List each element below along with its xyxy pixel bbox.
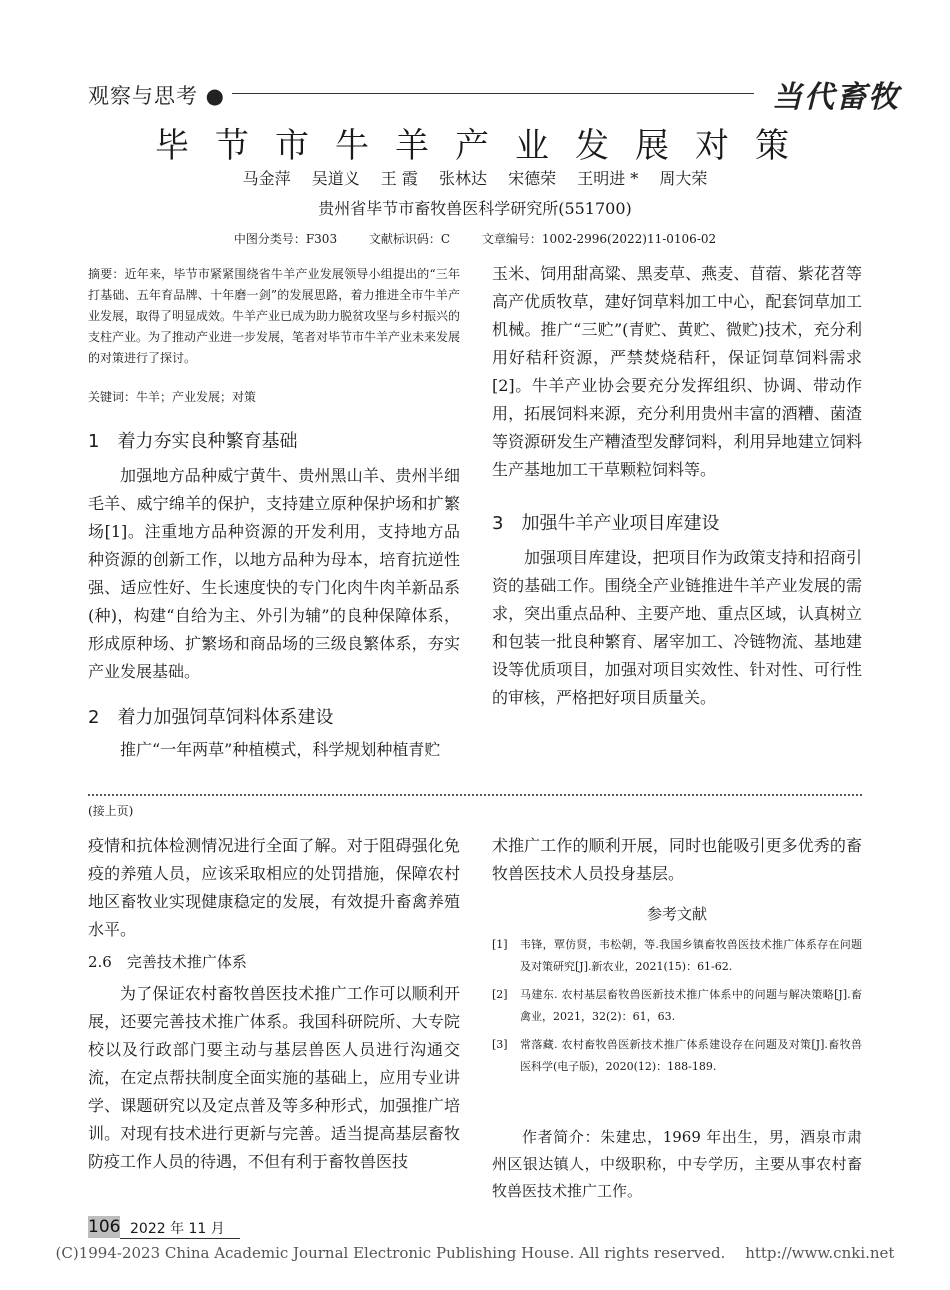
author-info <box>492 1124 862 1205</box>
author-name: 王 霞 <box>380 169 418 188</box>
reference-text: 常落藏. 农村畜牧兽医新技术推广体系建设存在问题及对策[J].畜牧兽医科学(电子版)，2020(12)：188-189. <box>520 1038 862 1073</box>
paragraph: 玉米、饲用甜高粱、黑麦草、燕麦、苜蓿、紫花苕等高产优质牧草，建好饲草料加工中心，配套饲草加工机械。推广“三贮”(青贮、黄贮、微贮)技术，充分利用好秸秆资源，严禁焚烧秸秆，保证饲草饲料需求[2]。牛羊产业协会要充分发挥组织、协调、带动作用，拓展饲料来源，充分利用贵州丰富的酒糟、菌渣等资源研发生产糟渣型发酵饲料，利用异地建立饲料生产基地加工干草颗粒饲料等。 <box>492 264 862 479</box>
references-title: 参考文献 <box>646 905 707 923</box>
paragraph: 为了保证农村畜牧兽医技术推广工作可以顺利开展，还要完善技术推广体系。我国科研院所、大专院校以及行政部门要主动与基层兽医人员进行沟通交流，在定点帮扶制度全面实施的基础上，应用专业讲学、课题研究以及定点普及等多种形式，加强推广培训。对现有技术进行更新与完善。适当提高基层畜牧防疫工作人员的待遇，不但有利于畜牧兽医技 <box>88 984 460 1171</box>
header-rule <box>232 93 754 94</box>
dotted-divider <box>88 794 862 796</box>
author-name: 周大荣 <box>659 169 708 188</box>
reference-number: [3] <box>492 1038 508 1051</box>
lower-right-body <box>492 832 862 888</box>
reference-item <box>492 1034 862 1078</box>
author-name: 王明进 * <box>577 169 639 188</box>
abstract: 摘要：近年来，毕节市紧紧围绕省牛羊产业发展领导小组提出的“三年打基础、五年育品牌、十年磨一剑”的发展思路，着力推进全市牛羊产业发展，取得了明显成效。牛羊产业已成为助力脱贫攻坚与乡村振兴的支柱产业。为了推动产业进一步发展，笔者对毕节市牛羊产业未来发展的对策进行了探讨。 <box>88 267 461 365</box>
reference-text: 马建东. 农村基层畜牧兽医新技术推广体系中的问题与解决策略[J].畜禽业，2021，32(2)：61，63. <box>520 988 862 1023</box>
reference-item <box>492 984 862 1028</box>
section-tag: 观察与思考 ● <box>88 84 225 108</box>
subsection-heading-2-6: 2.6 完善技术推广体系 <box>88 953 247 971</box>
reference-item <box>492 934 862 978</box>
reference-number: [1] <box>492 938 508 951</box>
author-list <box>0 166 950 189</box>
paragraph: 加强地方品种威宁黄牛、贵州黑山羊、贵州半细毛羊、威宁绵羊的保护，支持建立原种保护场和扩繁场[1]。注重地方品种资源的开发利用，支持地方品种资源的创新工作，以地方品种为母本，培育抗逆性强、适应性好、生长速度快的专门化肉牛肉羊新品系(种)，构建“自给为主、外引为辅”的良种保障体系，形成原种场、扩繁场和商品场的三级良繁体系，夯实产业发展基础。 <box>88 466 460 681</box>
page-number: 106 <box>88 1217 121 1237</box>
reference-number: [2] <box>492 988 508 1001</box>
section-heading-2: 2 着力加强饲草饲料体系建设 <box>88 707 334 728</box>
paragraph: 疫情和抗体检测情况进行全面了解。对于阻碍强化免疫的养殖人员，应该采取相应的处罚措施，保障农村地区畜牧业实现健康稳定的发展，有效提升畜禽养殖水平。 <box>88 836 460 939</box>
references-list <box>492 934 862 1084</box>
classification-line <box>0 230 950 247</box>
clc-number: 中图分类号：F303 <box>233 232 338 246</box>
lower-left-body <box>88 832 460 1176</box>
continued-label: (接上页) <box>88 804 134 818</box>
section-heading-3: 3 加强牛羊产业项目库建设 <box>492 513 720 534</box>
issue-date: 2022 年 11 月 <box>130 1221 225 1237</box>
journal-brand-logo: 当代畜牧 <box>772 80 900 115</box>
keywords: 关键词：牛羊；产业发展；对策 <box>88 390 257 404</box>
affiliation: 贵州省毕节市畜牧兽医科学研究所(551700) <box>318 199 632 218</box>
author-name: 宋德荣 <box>508 169 557 188</box>
paragraph: 作者简介：朱建忠，1969 年出生，男，酒泉市肃州区银达镇人，中级职称，中专学历，主要从事农村畜牧兽医技术推广工作。 <box>492 1128 862 1200</box>
paragraph: 加强项目库建设，把项目作为政策支持和招商引资的基础工作。围绕全产业链推进牛羊产业发展的需求，突出重点品种、主要产地、重点区域，认真树立和包装一批良种繁育、屠宰加工、冷链物流、基地建设等优质项目，加强对项目实效性、针对性、可行性的审核，严格把好项目质量关。 <box>492 548 862 707</box>
author-name: 张林达 <box>438 169 487 188</box>
footer-rule <box>120 1238 240 1239</box>
reference-text: 韦锋，覃仿贤，韦松朝，等.我国乡镇畜牧兽医技术推广体系存在问题及对策研究[J].新农业，2021(15)：61-62. <box>520 938 862 973</box>
left-column-body <box>88 428 460 764</box>
document-code: 文献标识码：C <box>368 232 451 246</box>
paragraph: 推广“一年两草”种植模式，科学规划种植青贮 <box>120 740 441 759</box>
section-heading-1: 1 着力夯实良种繁育基础 <box>88 431 298 452</box>
copyright-watermark: (C)1994-2023 China Academic Journal Electronic Publishing House. All rights reserved. http://www.cnki.net <box>55 1244 895 1262</box>
author-name: 马金萍 <box>242 169 291 188</box>
paragraph: 术推广工作的顺利开展，同时也能吸引更多优秀的畜牧兽医技术人员投身基层。 <box>492 836 862 883</box>
article-number: 文章编号：1002-2996(2022)11-0106-02 <box>481 232 717 246</box>
article-title: 毕节市牛羊产业发展对策 <box>155 126 815 166</box>
right-column-body <box>492 260 862 712</box>
author-name: 吴道义 <box>311 169 360 188</box>
